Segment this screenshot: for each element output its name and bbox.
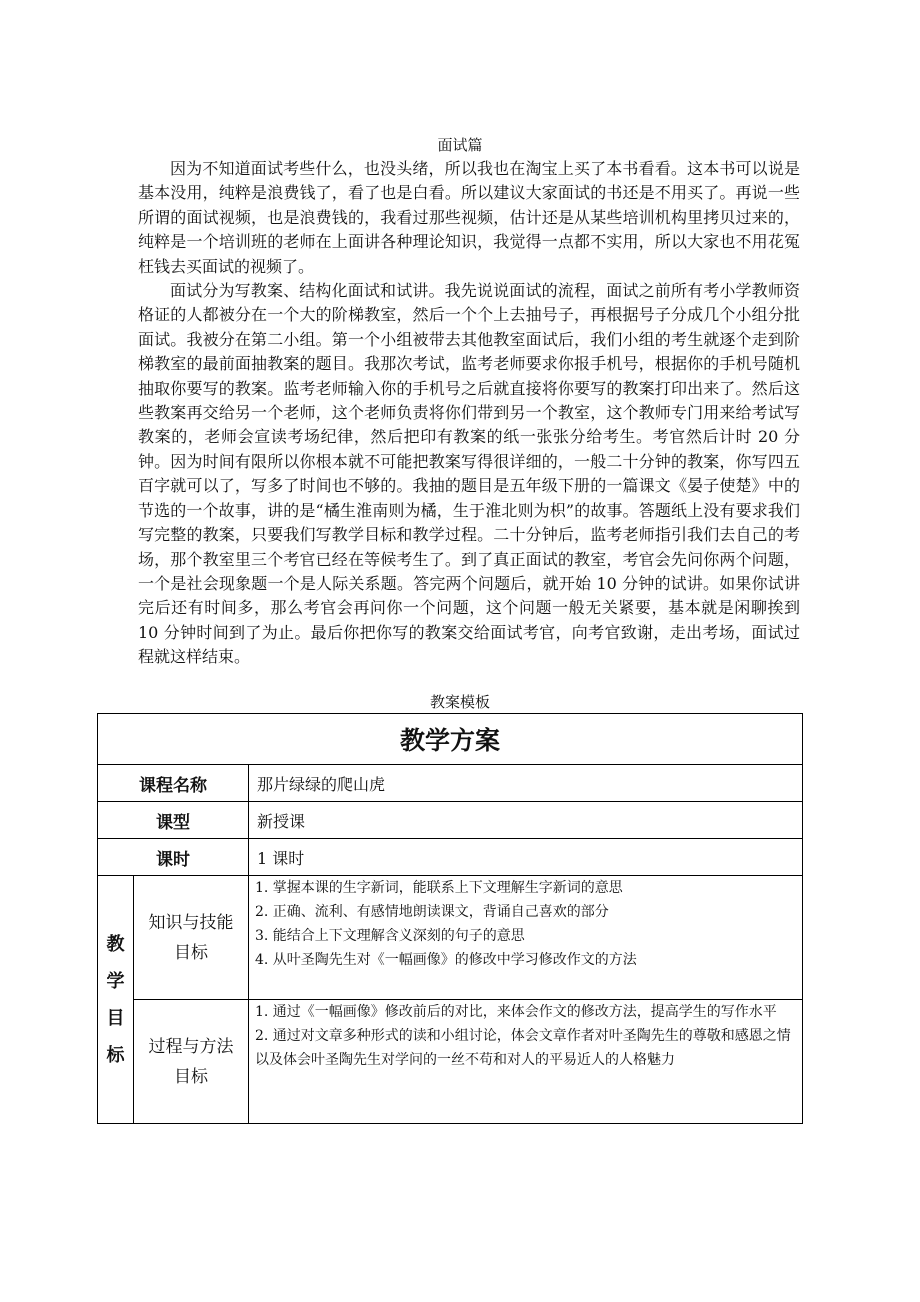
objectives-label-char: 标 bbox=[106, 1044, 125, 1066]
list-item: 1. 通过《一幅画像》修改前后的对比，来体会作文的修改方法，提高学生的写作水平 bbox=[255, 1004, 777, 1020]
process-label-line: 目标 bbox=[174, 1066, 208, 1087]
teaching-objectives-label bbox=[98, 876, 134, 1124]
objectives-label-char: 目 bbox=[106, 1007, 125, 1029]
class-hours-value: 1 课时 bbox=[249, 839, 803, 876]
objectives-label-char: 教 bbox=[106, 933, 125, 955]
lesson-plan-table bbox=[97, 713, 803, 1124]
table-row bbox=[98, 1000, 803, 1124]
table-row bbox=[98, 802, 803, 839]
list-item: 2. 通过对文章多种形式的读和小组讨论，体会文章作者对叶圣陶先生的尊敬和感恩之情以及体会叶圣陶先生对学问的一丝不苟和对人的平易近人的人格魅力 bbox=[255, 1028, 791, 1068]
course-name-value: 那片绿绿的爬山虎 bbox=[249, 765, 803, 802]
plan-title: 教学方案 bbox=[98, 714, 803, 765]
knowledge-skills-label bbox=[134, 876, 249, 1000]
knowledge-label-line: 目标 bbox=[174, 942, 208, 963]
process-methods-label bbox=[134, 1000, 249, 1124]
objectives-label-char: 学 bbox=[106, 970, 125, 992]
paragraph: 因为不知道面试考些什么，也没头绪，所以我也在淘宝上买了本书看看。这本书可以说是基本没用，纯粹是浪费钱了，看了也是白看。所以建议大家面试的书还是不用买了。再说一些所谓的面试视频，也是浪费钱的，我看过那些视频，估计还是从某些培训机构里拷贝过来的，纯粹是一个培训班的老师在上面讲各种理论知识，我觉得一点都不实用，所以大家也不用花冤枉钱去买面试的视频了。 bbox=[138, 159, 800, 276]
interview-body bbox=[138, 157, 800, 670]
list-item: 3. 能结合上下文理解含义深刻的句子的意思 bbox=[255, 928, 525, 944]
course-type-value: 新授课 bbox=[249, 802, 803, 839]
section-title: 面试篇 bbox=[437, 136, 483, 154]
table-row bbox=[98, 839, 803, 876]
table-row bbox=[98, 765, 803, 802]
table-caption: 教案模板 bbox=[429, 693, 490, 711]
list-item: 4. 从叶圣陶先生对《一幅画像》的修改中学习修改作文的方法 bbox=[255, 952, 637, 968]
knowledge-label-line: 知识与技能 bbox=[148, 912, 234, 933]
table-row bbox=[98, 714, 803, 765]
knowledge-skills-goals bbox=[249, 876, 803, 1000]
course-type-label: 课型 bbox=[98, 802, 249, 839]
table-row bbox=[98, 876, 803, 1000]
process-methods-goals bbox=[249, 1000, 803, 1124]
process-label-line: 过程与方法 bbox=[148, 1036, 234, 1057]
list-item: 1. 掌握本课的生字新词，能联系上下文理解生字新词的意思 bbox=[255, 880, 623, 896]
paragraph: 面试分为写教案、结构化面试和试讲。我先说说面试的流程，面试之前所有考小学教师资格证的人都被分在一个大的阶梯教室，然后一个个上去抽号子，再根据号子分成几个小组分批面试。我被分在第二小组。第一个小组被带去其他教室面试后，我们小组的考生就逐个走到阶梯教室的最前面抽教案的题目。我那次考试，监考老师要求你报手机号，根据你的手机号随机抽取你要写的教案。监考老师输入你的手机号之后就直接将你要写的教案打印出来了。然后这些教案再交给另一个老师，这个老师负责将你们带到另一个教室，这个教师专门用来给考试写教案的，老师会宣读考场纪律，然后把印有教案的纸一张张分给考生。考官然后计时 20 分钟。因为时间有限所以你根本就不可能把教案写得很详细的，一般二十分钟的教案，你写四五百字就可以了，写多了时间也不够的。我抽的题目是五年级下册的一篇课文《晏子使楚》中的节选的一个故事，讲的是“橘生淮南则为橘，生于淮北则为枳”的故事。答题纸上没有要求我们写完整的教案，只要我们写教学目标和教学过程。二十分钟后，监考老师指引我们去自己的考场，那个教室里三个考官已经在等候考生了。到了真正面试的教室，考官会先问你两个问题，一个是社会现象题一个是人际关系题。答完两个问题后，就开始 10 分钟的试讲。如果你试讲完后还有时间多，那么考官会再问你一个问题，这个问题一般无关紧要，基本就是闲聊挨到 10 分钟时间到了为止。最后你把你写的教案交给面试考官，向考官致谢，走出考场，面试过程就这样结束。 bbox=[138, 281, 800, 667]
list-item: 2. 正确、流利、有感情地朗读课文，背诵自己喜欢的部分 bbox=[255, 904, 609, 920]
class-hours-label: 课时 bbox=[98, 839, 249, 876]
course-name-label: 课程名称 bbox=[98, 765, 249, 802]
